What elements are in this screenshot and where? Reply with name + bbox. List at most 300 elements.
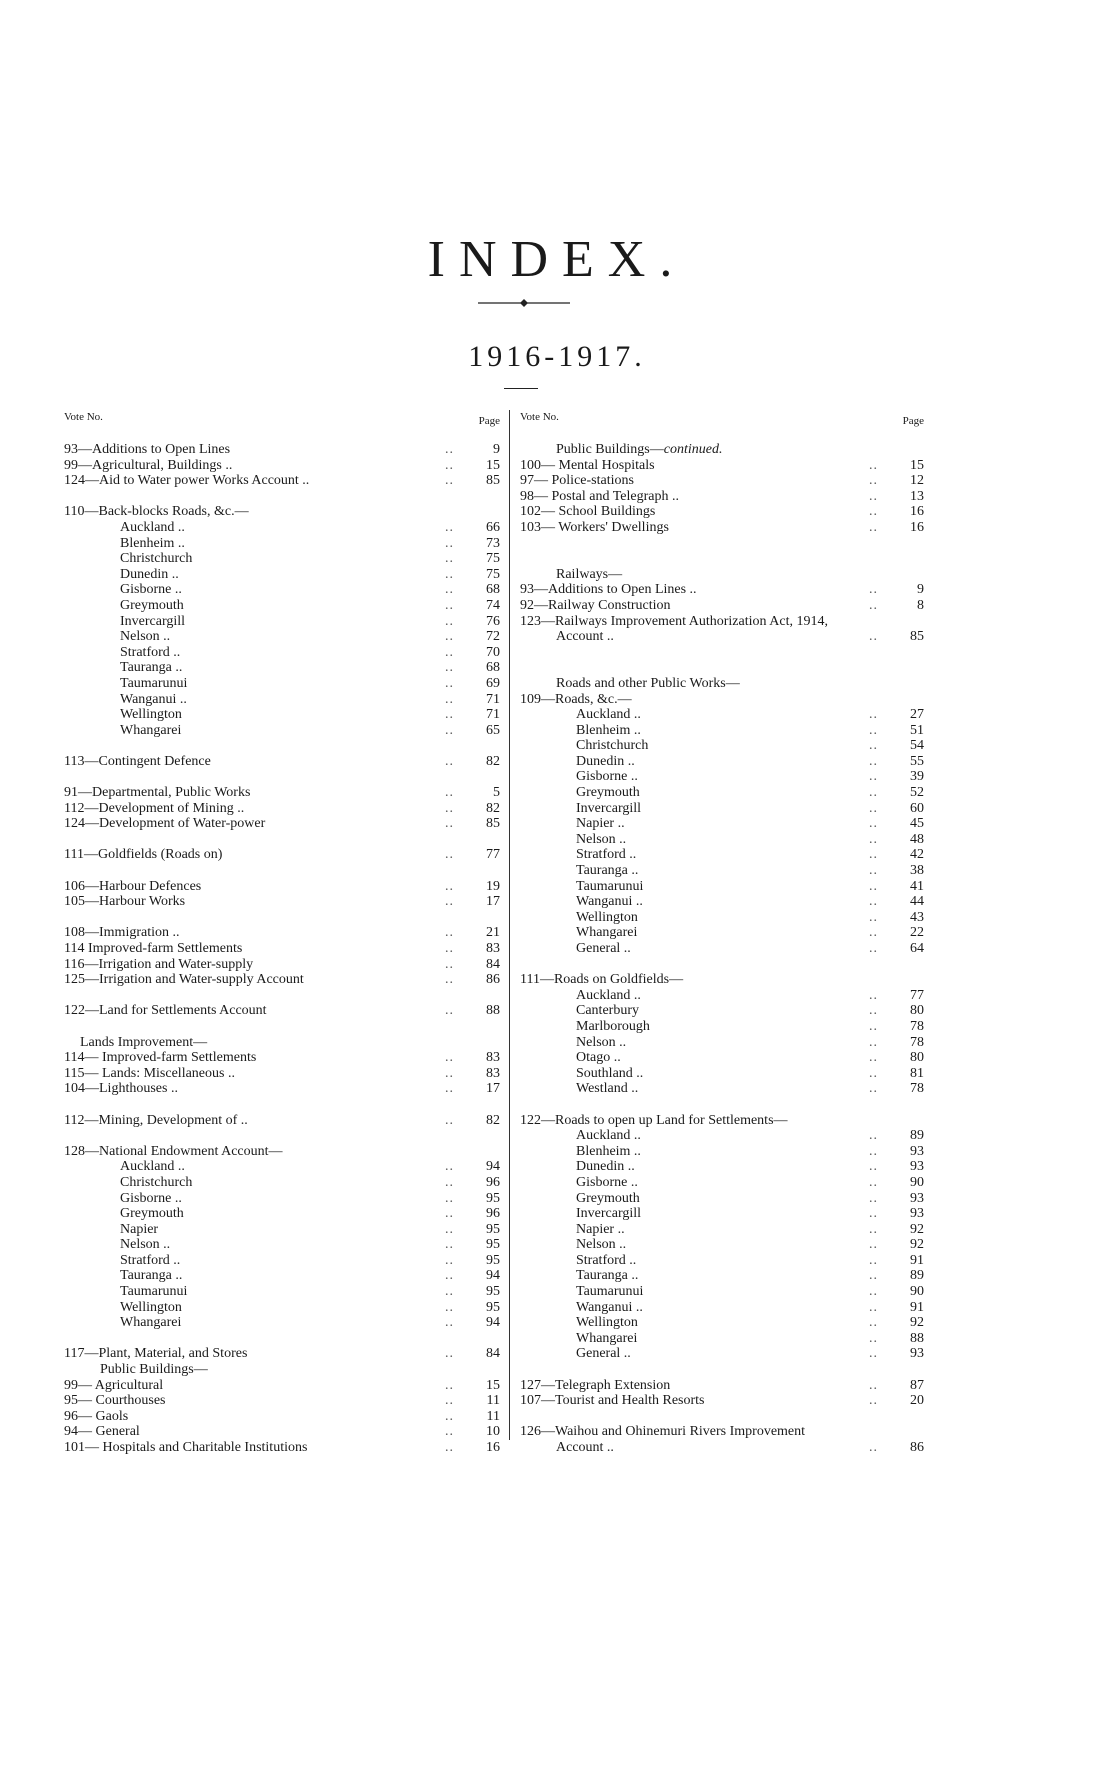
entry-text: 92—Railway Construction [520, 597, 671, 613]
index-entry [64, 972, 500, 988]
leader-dots: .. [445, 1221, 454, 1237]
index-entry [64, 1440, 500, 1456]
leader-dots: .. [869, 1143, 878, 1159]
entry-text: 96— Gaols [64, 1408, 129, 1424]
index-entry [520, 801, 924, 817]
entry-text: Nelson .. [576, 1237, 627, 1253]
entry-text: Invercargill [120, 613, 186, 629]
leader-dots: .. [869, 1315, 878, 1331]
entry-page-number: 68 [486, 582, 500, 598]
entry-page-number: 95 [486, 1237, 500, 1253]
entry-page-number: 43 [910, 909, 924, 925]
index-entry [64, 645, 500, 661]
leader-dots: .. [869, 1003, 878, 1019]
entry-page-number: 82 [486, 1112, 500, 1128]
entry-gap [64, 769, 500, 785]
entry-page-number: 20 [910, 1393, 924, 1409]
leader-dots: .. [869, 1174, 878, 1190]
index-entry [520, 458, 924, 474]
entry-gap [64, 1128, 500, 1144]
index-entry [520, 504, 924, 520]
entry-text: Tauranga .. [576, 1268, 639, 1284]
entry-text: Christchurch [120, 1174, 193, 1190]
index-entry [520, 567, 924, 583]
entry-page-number: 80 [910, 1050, 924, 1066]
entry-page-number: 92 [910, 1315, 924, 1331]
entry-text: Greymouth [576, 1190, 640, 1206]
index-entry [520, 754, 924, 770]
index-entry [64, 1253, 500, 1269]
entry-page-number: 86 [910, 1440, 924, 1455]
entry-page-number: 77 [486, 847, 500, 863]
entry-gap [64, 1331, 500, 1347]
entry-page-number: 9 [493, 442, 500, 457]
entry-text: 104—Lighthouses .. [64, 1081, 178, 1097]
leader-dots: .. [445, 691, 454, 707]
leader-dots: .. [869, 457, 878, 473]
entry-text: 124—Aid to Water power Works Account .. [64, 473, 310, 489]
entry-page-number: 84 [486, 1346, 500, 1362]
index-entry [64, 1284, 500, 1300]
index-entry [520, 442, 924, 458]
leader-dots: .. [869, 1268, 878, 1284]
entry-page-number: 52 [910, 785, 924, 801]
leader-dots: .. [445, 644, 454, 660]
entry-page-number: 89 [910, 1268, 924, 1284]
index-entry [520, 1081, 924, 1097]
leader-dots: .. [869, 1050, 878, 1066]
entry-text: 113—Contingent Defence [64, 753, 211, 769]
leader-dots: .. [869, 1284, 878, 1300]
entry-page-number: 45 [910, 816, 924, 832]
entry-page-number: 12 [910, 473, 924, 489]
index-entry [64, 723, 500, 739]
index-entry [520, 1128, 924, 1144]
index-entry [520, 1206, 924, 1222]
entry-page-number: 85 [910, 629, 924, 645]
index-entry [520, 1144, 924, 1160]
index-entry [64, 1159, 500, 1175]
index-entry [64, 442, 500, 458]
index-entry [520, 1346, 924, 1362]
entry-page-number: 27 [910, 707, 924, 723]
leader-dots: .. [445, 1424, 454, 1440]
index-entry [520, 489, 924, 505]
leader-dots: .. [869, 738, 878, 754]
entry-text: 124—Development of Water-power [64, 816, 266, 832]
entry-page-number: 86 [486, 972, 500, 988]
entry-text: Napier [120, 1221, 159, 1237]
index-entry [520, 1284, 924, 1300]
entry-page-number: 65 [486, 722, 500, 738]
entry-page-number: 85 [486, 473, 500, 489]
entry-page-number: 75 [486, 566, 500, 582]
leader-dots: .. [869, 519, 878, 535]
index-entry [520, 1066, 924, 1082]
entry-page-number: 95 [486, 1252, 500, 1268]
leader-dots: .. [445, 660, 454, 676]
leader-dots: .. [869, 769, 878, 785]
index-entry [64, 598, 500, 614]
leader-dots: .. [869, 1221, 878, 1237]
index-entry [64, 1066, 500, 1082]
entry-text: 99— Agricultural [64, 1377, 164, 1393]
index-entry [520, 1424, 924, 1440]
leader-dots: .. [445, 629, 454, 645]
entry-text: Wanganui .. [576, 894, 643, 910]
entry-page-number: 16 [910, 519, 924, 535]
leader-dots: .. [445, 1346, 454, 1362]
entry-page-number: 81 [910, 1065, 924, 1081]
leader-dots: .. [869, 800, 878, 816]
entry-text: Wellington [576, 909, 638, 925]
index-entry [64, 567, 500, 583]
leader-dots: .. [445, 457, 454, 473]
entry-text: General .. [576, 1346, 631, 1362]
entry-page-number: 93 [910, 1346, 924, 1362]
entry-page-number: 69 [486, 675, 500, 691]
leader-dots: .. [869, 785, 878, 801]
entry-page-number: 17 [486, 894, 500, 910]
entry-text: Whangarei [576, 925, 638, 941]
entry-text: Railways— [556, 566, 623, 582]
entry-text: Canterbury [576, 1003, 639, 1019]
index-entry [64, 551, 500, 567]
index-entry [64, 1222, 500, 1238]
entry-page-number: 60 [910, 800, 924, 816]
entry-page-number: 95 [486, 1221, 500, 1237]
leader-dots: .. [869, 473, 878, 489]
entry-page-number: 17 [486, 1081, 500, 1097]
entry-text: Taumarunui [120, 1284, 188, 1300]
leader-dots: .. [445, 582, 454, 598]
entry-gap [64, 1097, 500, 1113]
column-header [520, 410, 924, 442]
entry-text: 112—Mining, Development of .. [64, 1112, 248, 1128]
leader-dots: .. [445, 1315, 454, 1331]
leader-dots: .. [445, 613, 454, 629]
entry-text: Blenheim .. [576, 722, 641, 738]
column-divider [509, 410, 510, 1440]
entry-text: 128—National Endowment Account— [64, 1143, 283, 1159]
entry-text: Lands Improvement— [80, 1034, 208, 1050]
index-entry [520, 629, 924, 645]
index-entry [520, 1300, 924, 1316]
column-header [64, 410, 500, 442]
entry-text: Wellington [120, 707, 182, 723]
index-entry [520, 832, 924, 848]
entry-page-number: 90 [910, 1284, 924, 1300]
entry-text: Greymouth [576, 785, 640, 801]
leader-dots: .. [445, 1003, 454, 1019]
index-entry [64, 1035, 500, 1051]
index-entry [64, 536, 500, 552]
entry-text: General .. [576, 941, 631, 956]
entry-page-number: 66 [486, 519, 500, 535]
entry-text: Taumarunui [576, 878, 644, 894]
leader-dots: .. [445, 597, 454, 613]
leader-dots: .. [869, 597, 878, 613]
index-entry [520, 1019, 924, 1035]
entry-text: Dunedin .. [120, 566, 179, 582]
index-entry [64, 879, 500, 895]
entry-text: 114— Improved-farm Settlements [64, 1050, 257, 1066]
entry-page-number: 39 [910, 769, 924, 785]
index-entry [64, 801, 500, 817]
entry-page-number: 38 [910, 863, 924, 879]
entry-page-number: 90 [910, 1174, 924, 1190]
entry-text: Wanganui .. [120, 691, 187, 707]
leader-dots: .. [445, 473, 454, 489]
index-entry [64, 1206, 500, 1222]
leader-dots: .. [869, 629, 878, 645]
leader-dots: .. [869, 722, 878, 738]
index-entry [64, 816, 500, 832]
entry-page-number: 55 [910, 753, 924, 769]
index-entry [520, 1253, 924, 1269]
entry-page-number: 64 [910, 941, 924, 956]
index-entry [520, 1222, 924, 1238]
index-entry [64, 473, 500, 489]
index-column-right [520, 410, 924, 1456]
leader-dots: .. [869, 1237, 878, 1253]
entry-page-number: 94 [486, 1268, 500, 1284]
entry-page-number: 9 [917, 582, 924, 598]
leader-dots: .. [445, 1050, 454, 1066]
entry-text: Gisborne .. [120, 1190, 182, 1206]
entry-page-number: 96 [486, 1206, 500, 1222]
entry-text: 105—Harbour Works [64, 894, 186, 910]
entry-page-number: 8 [917, 597, 924, 613]
leader-dots: .. [869, 504, 878, 520]
entry-text: 102— School Buildings [520, 504, 656, 520]
index-entry [520, 925, 924, 941]
index-entry [520, 1315, 924, 1331]
index-entries [520, 442, 924, 1456]
leader-dots: .. [869, 831, 878, 847]
entry-text: Westland .. [576, 1081, 639, 1097]
index-entry [64, 894, 500, 910]
entry-text: Whangarei [576, 1330, 638, 1346]
entry-text: Tauranga .. [120, 660, 183, 676]
entry-gap [520, 660, 924, 676]
leader-dots: .. [869, 878, 878, 894]
index-entry [520, 520, 924, 536]
entry-text: Christchurch [120, 551, 193, 567]
leader-dots: .. [445, 878, 454, 894]
entry-page-number: 82 [486, 753, 500, 769]
leader-dots: .. [869, 1018, 878, 1034]
leader-dots: .. [869, 816, 878, 832]
index-entry [64, 660, 500, 676]
index-entry [520, 1237, 924, 1253]
entry-page-number: 68 [486, 660, 500, 676]
leader-dots: .. [445, 1237, 454, 1253]
entry-text: 95— Courthouses [64, 1393, 166, 1409]
index-entry [64, 1378, 500, 1394]
leader-dots: .. [869, 1377, 878, 1393]
leader-dots: .. [445, 1112, 454, 1128]
entry-page-number: 13 [910, 488, 924, 504]
entry-text: Invercargill [576, 800, 642, 816]
index-entry [520, 816, 924, 832]
index-entry [520, 910, 924, 926]
entry-text: Napier .. [576, 1221, 625, 1237]
entry-gap [64, 988, 500, 1004]
entry-page-number: 92 [910, 1221, 924, 1237]
leader-dots: .. [445, 1440, 454, 1455]
leader-dots: .. [445, 1408, 454, 1424]
entry-page-number: 83 [486, 1050, 500, 1066]
leader-dots: .. [445, 442, 454, 457]
entry-gap [64, 738, 500, 754]
entry-page-number: 76 [486, 613, 500, 629]
index-entry [64, 847, 500, 863]
entry-page-number: 16 [910, 504, 924, 520]
index-entry [520, 1003, 924, 1019]
leader-dots: .. [445, 566, 454, 582]
entry-page-number: 73 [486, 535, 500, 551]
entry-text: 98— Postal and Telegraph .. [520, 488, 679, 504]
entry-gap [520, 1362, 924, 1378]
leader-dots: .. [445, 1299, 454, 1315]
index-entry [64, 458, 500, 474]
entry-text: Gisborne .. [120, 582, 182, 598]
entry-text: Auckland .. [120, 1159, 185, 1175]
leader-dots: .. [869, 987, 878, 1003]
index-entry [64, 1300, 500, 1316]
entry-text: Southland .. [576, 1065, 644, 1081]
entry-text: Blenheim .. [120, 535, 185, 551]
entry-page-number: 21 [486, 925, 500, 941]
entry-page-number: 91 [910, 1252, 924, 1268]
entry-page-number: 51 [910, 722, 924, 738]
entry-text: Nelson .. [120, 1237, 171, 1253]
entry-page-number: 74 [486, 597, 500, 613]
leader-dots: .. [445, 722, 454, 738]
entry-text: Stratford .. [576, 1252, 637, 1268]
index-entry [64, 1113, 500, 1129]
index-entry [520, 941, 924, 957]
vote-number-label: Vote No. [64, 411, 103, 423]
entry-text: Stratford .. [120, 1252, 181, 1268]
entry-page-number: 19 [486, 878, 500, 894]
entry-page-number: 85 [486, 816, 500, 832]
entry-text: 93—Additions to Open Lines [64, 442, 231, 457]
entry-text: 94— General [64, 1424, 140, 1440]
entry-text: Gisborne .. [576, 1174, 638, 1190]
index-entry [64, 1393, 500, 1409]
leader-dots: .. [445, 894, 454, 910]
leader-dots: .. [869, 1065, 878, 1081]
leader-dots: .. [445, 1377, 454, 1393]
entry-text: 122—Roads to open up Land for Settlements— [520, 1112, 788, 1128]
entry-text: 100— Mental Hospitals [520, 457, 655, 473]
entry-page-number: 95 [486, 1284, 500, 1300]
leader-dots: .. [445, 1393, 454, 1409]
entry-text: 112—Development of Mining .. [64, 800, 245, 816]
entry-text: 108—Immigration .. [64, 925, 180, 941]
entry-page-number: 87 [910, 1377, 924, 1393]
entry-page-number: 96 [486, 1174, 500, 1190]
entry-text: Gisborne .. [576, 769, 638, 785]
entry-text: Wellington [120, 1299, 182, 1315]
index-entry [64, 1003, 500, 1019]
index-entry [520, 1159, 924, 1175]
entry-page-number: 75 [486, 551, 500, 567]
index-entry [520, 1331, 924, 1347]
leader-dots: .. [869, 1346, 878, 1362]
leader-dots: .. [869, 863, 878, 879]
leader-dots: .. [445, 925, 454, 941]
entry-gap [520, 536, 924, 552]
leader-dots: .. [445, 753, 454, 769]
leader-dots: .. [869, 847, 878, 863]
index-entry [520, 894, 924, 910]
entry-text: 123—Railways Improvement Authorization Act, 1914, [520, 613, 828, 629]
leader-dots: .. [869, 1159, 878, 1175]
leader-dots: .. [869, 909, 878, 925]
entry-text: 111—Roads on Goldfields— [520, 972, 684, 988]
leader-dots: .. [445, 941, 454, 956]
entry-page-number: 22 [910, 925, 924, 941]
leader-dots: .. [869, 1206, 878, 1222]
leader-dots: .. [445, 551, 454, 567]
leader-dots: .. [445, 847, 454, 863]
index-entry [520, 692, 924, 708]
entry-text: 122—Land for Settlements Account [64, 1003, 267, 1019]
leader-dots: .. [869, 488, 878, 504]
leader-dots: .. [869, 1034, 878, 1050]
leader-dots: .. [445, 519, 454, 535]
entry-text: Tauranga .. [576, 863, 639, 879]
entry-page-number: 15 [910, 457, 924, 473]
index-entry [64, 1424, 500, 1440]
index-entry [64, 957, 500, 973]
leader-dots: .. [445, 800, 454, 816]
entry-text: Wellington [576, 1315, 638, 1331]
entry-gap [64, 910, 500, 926]
entry-text: Taumarunui [120, 675, 188, 691]
index-entry [520, 1440, 924, 1456]
leader-dots: .. [869, 941, 878, 956]
index-entry [64, 1050, 500, 1066]
entry-text: Auckland .. [576, 707, 641, 723]
entry-page-number: 78 [910, 1018, 924, 1034]
entry-text: Public Buildings—continued. [556, 442, 723, 457]
entry-text: Nelson .. [576, 1034, 627, 1050]
index-entry [64, 1191, 500, 1207]
entry-page-number: 11 [486, 1393, 500, 1409]
index-entry [520, 1050, 924, 1066]
entry-page-number: 84 [486, 956, 500, 972]
entry-page-number: 92 [910, 1237, 924, 1253]
leader-dots: .. [869, 1128, 878, 1144]
leader-dots: .. [445, 707, 454, 723]
index-column-left [64, 410, 500, 1456]
entry-text: Napier .. [576, 816, 625, 832]
entry-page-number: 95 [486, 1190, 500, 1206]
leader-dots: .. [445, 816, 454, 832]
index-entry [64, 941, 500, 957]
vote-number-label: Vote No. [520, 411, 559, 423]
entry-page-number: 71 [486, 691, 500, 707]
entry-page-number: 83 [486, 1065, 500, 1081]
index-entry [64, 925, 500, 941]
leader-dots: .. [445, 956, 454, 972]
entry-text: Stratford .. [120, 644, 181, 660]
entry-page-number: 94 [486, 1315, 500, 1331]
